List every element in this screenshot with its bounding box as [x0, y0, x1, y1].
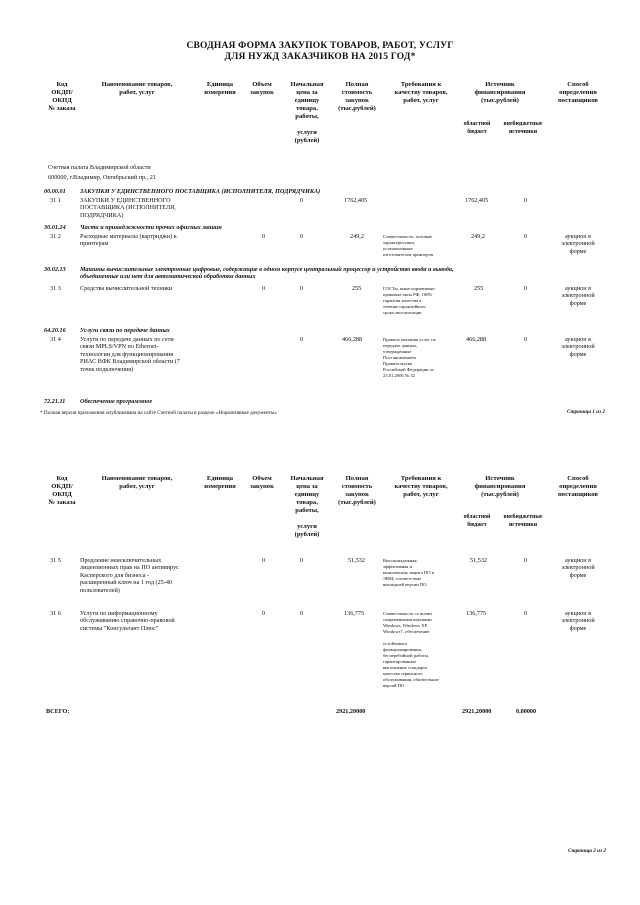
footnote: * Полная версия приложения опубликована на сайте Счетной палаты в разделе «Нормативные документы»	[40, 410, 278, 416]
group-title: Услуги связи по передаче данных	[80, 327, 170, 334]
row-total: 466,288	[342, 336, 363, 343]
row-item-name: Средства вычислительной техники	[80, 285, 173, 292]
row-regional: 1762,405	[465, 197, 489, 204]
row-volume: 0	[300, 285, 304, 292]
group-code: 64.20.16	[44, 327, 66, 334]
total-regional: 2921,20000	[462, 708, 492, 715]
row-unit: 0	[262, 610, 266, 617]
row-item-name: Расходные материалы (картриджи) к принтерам	[80, 233, 177, 248]
col-code-header: Код ОКДП/ ОКПД № заказа	[48, 475, 76, 506]
row-item-name: Продление неисключительных лицензионных прав на ПО антивирус Касперского для бизнеса - расширенный ключ на 1 год (25-40 пользователей)	[80, 557, 179, 594]
row-extra: 0	[524, 557, 528, 564]
total-label: ВСЕГО:	[46, 708, 70, 715]
row-number: 31 1	[50, 197, 61, 204]
row-volume: 0	[300, 610, 304, 617]
row-requirements: Высоконадежная, эффективная и комплексная защита ПО и ЭВМ, соответствие вышедшей версии ПО	[383, 558, 435, 587]
col-requirements-header: Требования к качеству товаров, работ, услуг	[394, 475, 448, 498]
row-item-name: ЗАКУПКИ У ЕДИНСТВЕННОГО ПОСТАВЩИКА (ИСПОЛНИТЕЛЯ, ПОДРЯДЧИКА)	[80, 197, 176, 219]
col-requirements-header: Требования к качеству товаров, работ, услуг	[394, 81, 448, 104]
row-unit: 0	[262, 557, 266, 564]
row-total: 255	[352, 285, 362, 292]
row-regional: 249,2	[471, 233, 485, 240]
row-regional: 466,288	[466, 336, 487, 343]
col-source-extra-header: внебюджетные источники	[503, 514, 543, 528]
group-code: 30.02.13	[44, 266, 66, 273]
page-number: Страница 1 из 2	[567, 409, 605, 415]
row-extra: 0	[524, 285, 528, 292]
group-title: Машины вычислительные электронные цифровые, содержащие в одном корпусе центральный процессор и устройство ввода и вывода, объединенные или нет для автоматической обработки данных	[80, 266, 454, 281]
row-method: аукцион в электронной форме	[561, 610, 595, 632]
row-method: аукцион в электронной форме	[561, 557, 595, 579]
row-regional: 51,532	[470, 557, 488, 564]
col-name-header: Наименование товаров, работ, услуг	[101, 81, 173, 96]
document-title-line2: ДЛЯ НУЖД ЗАКАЗЧИКОВ НА 2015 ГОД*	[224, 52, 416, 62]
group-title: Части и принадлежности прочих офисных машин	[80, 224, 222, 231]
row-item-name: Услуги по информационному обслуживанию справочно-правовой системы "Консультант Плюс"	[80, 610, 175, 632]
col-source-extra-header: внебюджетные источники	[503, 121, 543, 135]
row-regional: 255	[474, 285, 484, 292]
row-extra: 0	[524, 197, 528, 204]
row-number: 31 3	[50, 285, 61, 292]
col-code-header: Код ОКДП/ ОКПД № заказа	[48, 81, 76, 112]
customer-address: 600000, г.Владимир, Октябрьский пр., 21	[48, 174, 156, 181]
row-total: 51,532	[348, 557, 366, 564]
row-total: 1762,405	[344, 197, 368, 204]
page-number: Страница 2 из 2	[568, 848, 606, 854]
group-title: Обеспечение программное	[80, 398, 153, 405]
group-code: 30.01.24	[44, 224, 66, 231]
total-sum: 2921,20000	[336, 708, 366, 715]
row-method: аукцион в электронной форме	[561, 285, 595, 307]
col-total-header: Полная стоимость закупок (тыс.рублей)	[338, 81, 376, 112]
col-volume-header: Объем закупок	[250, 81, 274, 96]
row-regional: 136,775	[466, 610, 487, 617]
group-code: 72.21.11	[44, 398, 66, 405]
total-extra: 0,00000	[516, 708, 537, 715]
customer-name: Счетная палата Владимирской области	[48, 164, 151, 171]
row-method: аукцион в электронной форме	[561, 233, 595, 255]
col-volume-header: Объем закупок	[250, 475, 274, 490]
col-method-header: Способ определения поставщиков	[558, 81, 598, 104]
row-number: 31 5	[50, 557, 61, 564]
row-extra: 0	[524, 610, 528, 617]
col-name-header: Наименование товаров, работ, услуг	[101, 475, 173, 490]
col-source-regional-header: областной бюджет	[463, 514, 491, 528]
row-volume: 0	[300, 197, 304, 204]
row-extra: 0	[524, 233, 528, 240]
row-method: аукцион в электронной форме	[561, 336, 595, 358]
group-code: 00.00.01	[44, 188, 66, 195]
row-number: 31 4	[50, 336, 61, 343]
col-source-regional-header: областной бюджет	[463, 121, 491, 135]
row-item-name: Услуги по передаче данных по сети связи MPLS/VPN по Ethernet- технологии для функционирования РИАС ВФК Владимирской области (7 точек подключения)	[80, 336, 180, 373]
row-requirements: Совместимость со всеми современными версиями Windows, Windows XP, Windows7, обеспечение устойчивого функционирования, бесперебойной работы, гарантированное выполнение стандарта качества сервисного обслуживания, обязательное версий ПО	[383, 611, 439, 688]
col-unit-header: Единица измерения	[204, 81, 236, 96]
col-total-header: Полная стоимость закупок (тыс.рублей)	[338, 475, 376, 506]
row-requirements: Правила оказания услуг по передаче данных, утвержденные Постановлением Правительства Российской Федерации от 23.01.2006 № 32	[383, 337, 437, 378]
row-number: 31 6	[50, 610, 61, 617]
row-volume: 0	[300, 557, 304, 564]
col-method-header: Способ определения поставщиков	[558, 475, 598, 498]
col-price-header: Начальная цена за единицу товара, работы, услуги (рублей)	[290, 475, 324, 538]
row-unit: 0	[262, 233, 266, 240]
row-volume: 0	[300, 336, 304, 343]
col-source-header: Источник финансирования (тыс.рублей)	[474, 81, 526, 104]
row-total: 249,2	[350, 233, 364, 240]
row-total: 136,775	[344, 610, 365, 617]
group-title: ЗАКУПКИ У ЕДИНСТВЕННОГО ПОСТАВЩИКА (ИСПОЛНИТЕЛЯ, ПОДРЯДЧИКА)	[80, 188, 321, 195]
row-requirements: ГОСТы, иные нормативно- правовые акты РФ, 100% гарантия качества в течение гарантийного срока эксплуатации	[383, 286, 436, 315]
row-extra: 0	[524, 336, 528, 343]
col-price-header: Начальная цена за единицу товара, работы, услуги (рублей)	[290, 81, 324, 144]
row-requirements: Совместимость, оптовые характеристики, установленные изготовителем принтеров	[383, 234, 434, 257]
row-volume: 0	[300, 233, 304, 240]
row-unit: 0	[262, 285, 266, 292]
col-unit-header: Единица измерения	[204, 475, 236, 490]
document-title-line1: СВОДНАЯ ФОРМА ЗАКУПОК ТОВАРОВ, РАБОТ, УСЛУГ	[186, 41, 454, 51]
col-source-header: Источник финансирования (тыс.рублей)	[474, 475, 526, 498]
row-number: 31 2	[50, 233, 61, 240]
